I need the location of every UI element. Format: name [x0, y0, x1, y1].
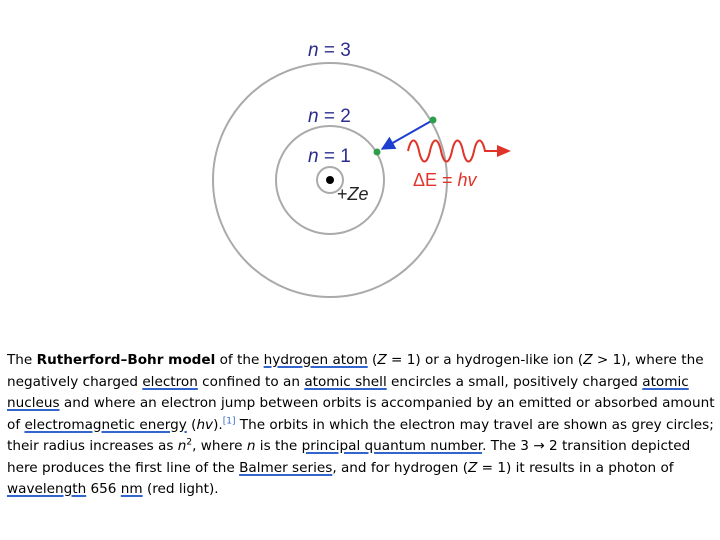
caption-text: of the [215, 352, 264, 368]
variable-z: Z [468, 459, 478, 476]
photon-energy-label: ΔE = hv [413, 170, 477, 190]
nucleus-charge-label: +Ze [337, 184, 369, 204]
electron-initial-n3 [430, 117, 437, 124]
caption-text: (red light). [142, 481, 219, 497]
variable-hv: hv [196, 416, 214, 433]
exponent: 2 [186, 437, 193, 448]
nucleus [326, 176, 334, 184]
caption-text: is the [255, 438, 302, 454]
caption-text: The [7, 352, 37, 368]
caption-text: , and for hydrogen ( [332, 459, 469, 476]
photon-wave [408, 141, 498, 162]
link-hydrogen-atom[interactable]: hydrogen atom [263, 352, 368, 368]
electron-final-n2 [374, 149, 381, 156]
link-principal-quantum-number[interactable]: principal quantum number [301, 438, 483, 454]
variable-z: Z [377, 352, 387, 368]
transition-arrow [382, 120, 433, 149]
link-nm[interactable]: nm [120, 481, 143, 497]
citation [223, 416, 236, 426]
link-atomic-shell[interactable]: atomic shell [304, 373, 387, 390]
link-atomic-nucleus[interactable]: atomic nucleus [7, 373, 689, 411]
caption-text: confined to an [197, 373, 305, 390]
caption-text: ( [367, 352, 378, 368]
orbit-label-n1: n = 1 [308, 146, 351, 167]
link-wavelength[interactable]: wavelength [7, 481, 87, 497]
caption-text: The orbits in which the electron may travel are shown as grey circles; their radius increases as [7, 416, 714, 454]
link-electromagnetic-energy[interactable]: electromagnetic energy [24, 416, 187, 433]
variable-z: Z [583, 352, 593, 368]
caption-text: . The 3 → 2 transition depicted here produces the first line of the [7, 438, 691, 476]
figure-caption [7, 350, 717, 501]
caption-bold-title: Rutherford–Bohr model [36, 352, 216, 368]
photon-arrowhead [497, 145, 511, 157]
caption-text: ). [213, 416, 223, 433]
orbit-label-n3: n = 3 [308, 40, 351, 61]
caption-text: 656 [86, 481, 121, 497]
caption-text: encircles a small, positively charged [386, 373, 643, 390]
citation-link[interactable]: [1] [222, 415, 236, 426]
caption-text: and where an electron jump between orbits is accompanied by an emitted or absorbed amount of [7, 395, 715, 433]
variable-n: n [177, 438, 187, 454]
caption-text: = 1) it results in a photon of [477, 459, 674, 476]
link-electron[interactable]: electron [142, 373, 198, 390]
caption-text: = 1) or a hydrogen-like ion ( [386, 352, 584, 368]
orbit-label-n2: n = 2 [308, 106, 351, 127]
caption-text: ( [186, 416, 197, 433]
caption-text: > 1), where the negatively charged [7, 352, 704, 390]
link-balmer-series[interactable]: Balmer series [239, 459, 333, 476]
caption-text: , where [192, 438, 247, 454]
variable-n: n [246, 438, 256, 454]
